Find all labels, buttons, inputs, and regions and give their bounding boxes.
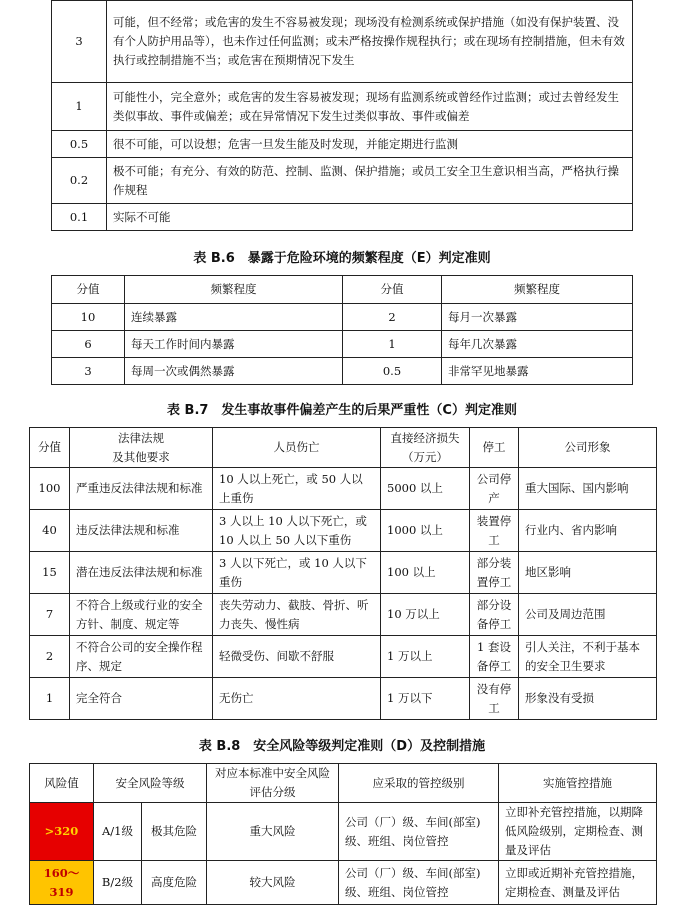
header-cell: 公司形象 <box>519 428 657 468</box>
loss-cell: 1 万以下 <box>381 678 470 720</box>
control-level-cell: 公司（厂）级、车间(部室)级、班组、岗位管控 <box>339 803 499 861</box>
risk-code-cell: A/1级 <box>94 803 142 861</box>
header-cell: 实施管控措施 <box>499 764 657 803</box>
header-cell: 停工 <box>470 428 519 468</box>
law-cell: 违反法律法规和标准 <box>70 510 213 552</box>
score-cell: 100 <box>30 468 70 510</box>
caption-b6: 表 B.6 暴露于危险环境的频繁程度（E）判定准则 <box>193 251 491 266</box>
caption-b8: 表 B.8 安全风险等级判定准则（D）及控制措施 <box>198 739 486 754</box>
risk-code-cell: B/2级 <box>94 861 142 905</box>
score-cell: 1 <box>343 331 442 358</box>
risk-grade-cell: 重大风险 <box>207 803 339 861</box>
desc-cell: 可能性小，完全意外；或危害的发生容易被发现；现场有监测系统或曾经作过监测；或过去曾经发生类似事故、事件或偏差；或在异常情况下发生过类似事故、事件或偏差 <box>107 83 633 131</box>
loss-cell: 1000 以上 <box>381 510 470 552</box>
header-cell: 对应本标准中安全风险评估分级 <box>207 764 339 803</box>
casualty-cell: 轻微受伤、间歇不舒服 <box>213 636 381 678</box>
risk-level-cell: 极其危险 <box>142 803 207 861</box>
table-row <box>52 158 633 204</box>
desc-cell: 很不可能，可以设想；危害一旦发生能及时发现，并能定期进行监测 <box>107 131 633 158</box>
law-cell: 完全符合 <box>70 678 213 720</box>
risk-level-cell: 高度危险 <box>142 861 207 905</box>
score-cell: 6 <box>52 331 125 358</box>
freq-cell: 非常罕见地暴露 <box>442 358 633 385</box>
table-b8 <box>29 763 657 905</box>
casualty-cell: 3 人以下死亡，或 10 人以下重伤 <box>213 552 381 594</box>
image-cell: 公司及周边范围 <box>519 594 657 636</box>
score-cell: 10 <box>52 304 125 331</box>
score-cell: 0.2 <box>52 158 107 204</box>
table-b6 <box>51 275 633 385</box>
score-cell: 7 <box>30 594 70 636</box>
stoppage-cell: 装置停工 <box>470 510 519 552</box>
image-cell: 行业内、省内影响 <box>519 510 657 552</box>
table-row <box>52 131 633 158</box>
risk-value-cell: 160～319 <box>30 861 94 905</box>
header-cell: 频繁程度 <box>125 276 343 304</box>
desc-cell: 可能，但不经常；或危害的发生不容易被发现；现场没有检测系统或保护措施（如没有保护装置、没有个人防护用品等），也未作过任何监测；或未严格按操作规程执行；或在现场有控制措施，但未有效执行或控制措施不当；或危害在预期情况下发生 <box>107 1 633 83</box>
table-row <box>52 304 633 331</box>
freq-cell: 每周一次或偶然暴露 <box>125 358 343 385</box>
table-header-row <box>30 764 657 803</box>
table-header-row <box>30 428 657 468</box>
score-cell: 2 <box>30 636 70 678</box>
table-row <box>30 803 657 861</box>
desc-cell: 实际不可能 <box>107 204 633 231</box>
freq-cell: 每月一次暴露 <box>442 304 633 331</box>
table-b5 <box>51 0 633 231</box>
header-cell: 应采取的管控级别 <box>339 764 499 803</box>
loss-cell: 100 以上 <box>381 552 470 594</box>
score-cell: 1 <box>30 678 70 720</box>
score-cell: 3 <box>52 1 107 83</box>
table-row <box>30 552 657 594</box>
image-cell: 重大国际、国内影响 <box>519 468 657 510</box>
table-row <box>30 594 657 636</box>
stoppage-cell: 部分设备停工 <box>470 594 519 636</box>
control-measure-cell: 立即或近期补充管控措施，定期检查、测量及评估 <box>499 861 657 905</box>
risk-grade-cell: 较大风险 <box>207 861 339 905</box>
header-cell: 分值 <box>52 276 125 304</box>
score-cell: 2 <box>343 304 442 331</box>
stoppage-cell: 1 套设备停工 <box>470 636 519 678</box>
header-cell: 人员伤亡 <box>213 428 381 468</box>
loss-cell: 10 万以上 <box>381 594 470 636</box>
freq-cell: 每年几次暴露 <box>442 331 633 358</box>
caption-b7: 表 B.7 发生事故事件偏差产生的后果严重性（C）判定准则 <box>167 403 517 418</box>
law-cell: 严重违反法律法规和标准 <box>70 468 213 510</box>
table-row <box>52 358 633 385</box>
score-cell: 15 <box>30 552 70 594</box>
stoppage-cell: 公司停产 <box>470 468 519 510</box>
table-row <box>30 468 657 510</box>
header-cell: 分值 <box>30 428 70 468</box>
score-cell: 40 <box>30 510 70 552</box>
score-cell: 0.1 <box>52 204 107 231</box>
table-row <box>30 678 657 720</box>
image-cell: 形象没有受损 <box>519 678 657 720</box>
desc-cell: 极不可能；有充分、有效的防范、控制、监测、保护措施；或员工安全卫生意识相当高，严格执行操作规程 <box>107 158 633 204</box>
casualty-cell: 无伤亡 <box>213 678 381 720</box>
casualty-cell: 丧失劳动力、截肢、骨折、听力丧失、慢性病 <box>213 594 381 636</box>
control-level-cell: 公司（厂）级、车间(部室)级、班组、岗位管控 <box>339 861 499 905</box>
image-cell: 地区影响 <box>519 552 657 594</box>
table-row <box>52 83 633 131</box>
header-cell: 风险值 <box>30 764 94 803</box>
table-b7 <box>29 427 657 720</box>
table-header-row <box>52 276 633 304</box>
table-row <box>30 636 657 678</box>
table-row <box>30 861 657 905</box>
law-cell: 不符合上级或行业的安全方针、制度、规定等 <box>70 594 213 636</box>
table-row <box>52 331 633 358</box>
score-cell: 0.5 <box>343 358 442 385</box>
header-cell: 法律法规 及其他要求 <box>70 428 213 468</box>
stoppage-cell: 没有停工 <box>470 678 519 720</box>
control-measure-cell: 立即补充管控措施，以期降低风险级别，定期检查、测量及评估 <box>499 803 657 861</box>
table-row <box>52 1 633 83</box>
freq-cell: 每天工作时间内暴露 <box>125 331 343 358</box>
table-row <box>30 510 657 552</box>
header-cell: 分值 <box>343 276 442 304</box>
score-cell: 1 <box>52 83 107 131</box>
loss-cell: 1 万以上 <box>381 636 470 678</box>
casualty-cell: 10 人以上死亡，或 50 人以上重伤 <box>213 468 381 510</box>
law-cell: 不符合公司的安全操作程序、规定 <box>70 636 213 678</box>
law-cell: 潜在违反法律法规和标准 <box>70 552 213 594</box>
table-row <box>52 204 633 231</box>
image-cell: 引人关注，不利于基本的安全卫生要求 <box>519 636 657 678</box>
header-cell: 频繁程度 <box>442 276 633 304</box>
stoppage-cell: 部分装置停工 <box>470 552 519 594</box>
loss-cell: 5000 以上 <box>381 468 470 510</box>
score-cell: 0.5 <box>52 131 107 158</box>
header-cell: 安全风险等级 <box>94 764 207 803</box>
casualty-cell: 3 人以上 10 人以下死亡，或 10 人以上 50 人以下重伤 <box>213 510 381 552</box>
header-cell: 直接经济损失（万元） <box>381 428 470 468</box>
freq-cell: 连续暴露 <box>125 304 343 331</box>
risk-value-cell: >320 <box>30 803 94 861</box>
score-cell: 3 <box>52 358 125 385</box>
